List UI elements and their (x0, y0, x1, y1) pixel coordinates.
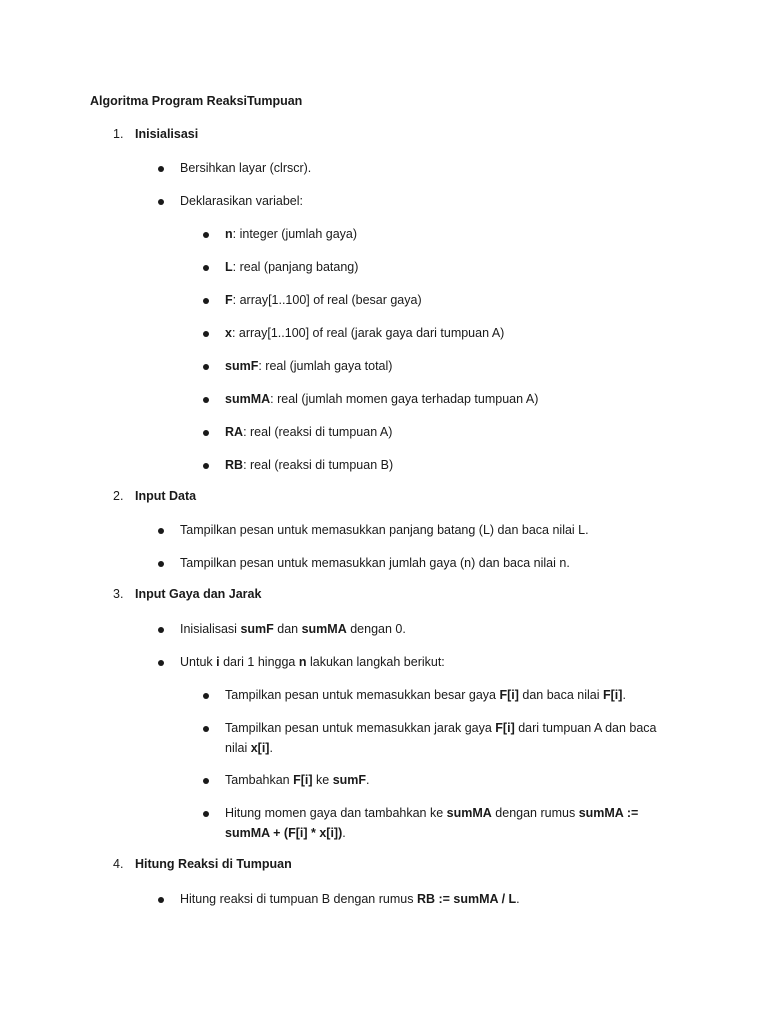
text-segment: ke (312, 773, 333, 787)
bullet-icon (203, 726, 209, 732)
text-segment: lakukan langkah berikut: (306, 655, 445, 669)
text-segment: nilai (225, 741, 251, 755)
variable-name: sumF (225, 359, 259, 373)
sub-list-item-continuation (225, 738, 273, 758)
variable-desc: : real (reaksi di tumpuan B) (243, 458, 394, 472)
variable-desc: : real (jumlah gaya total) (258, 359, 393, 373)
text-segment: dari tumpuan A dan baca (514, 721, 657, 735)
bullet-icon (158, 166, 164, 172)
bullet-icon (203, 778, 209, 784)
variable-desc: : integer (jumlah gaya) (232, 227, 358, 241)
sub-list-item-continuation (225, 823, 346, 843)
variable-item (225, 323, 504, 343)
sub-list-item (225, 718, 657, 738)
text-segment: dan (273, 622, 302, 636)
variable-item (225, 257, 358, 277)
text-segment: Hitung momen gaya dan tambahkan ke (225, 806, 447, 820)
bold-segment: F[i] (499, 688, 519, 702)
text-segment: Tampilkan pesan untuk memasukkan jarak gaya (225, 721, 496, 735)
text-segment: . (622, 688, 626, 702)
section-label: Hitung Reaksi di Tumpuan (135, 857, 292, 871)
bold-segment: sumF (240, 622, 274, 636)
bullet-icon (203, 232, 209, 238)
variable-item (225, 356, 392, 376)
text-segment: Tampilkan pesan untuk memasukkan besar gaya (225, 688, 500, 702)
bold-segment: F[i] (293, 773, 313, 787)
bold-segment: F[i] (495, 721, 515, 735)
variable-desc: : real (jumlah momen gaya terhadap tumpuan A) (270, 392, 539, 406)
variable-name: x (225, 326, 232, 340)
variable-desc: : array[1..100] of real (besar gaya) (232, 293, 422, 307)
variable-name: RA (225, 425, 244, 439)
text-segment: . (342, 826, 346, 840)
variable-item (225, 290, 422, 310)
list-item: Tampilkan pesan untuk memasukkan panjang batang (L) dan baca nilai L. (180, 523, 589, 537)
text-segment: Inisialisasi (180, 622, 241, 636)
bullet-icon (158, 199, 164, 205)
list-item: Tampilkan pesan untuk memasukkan jumlah gaya (n) dan baca nilai n. (180, 556, 570, 570)
text-segment: dan baca nilai (518, 688, 603, 702)
bold-segment: sumMA := (578, 806, 639, 820)
bullet-icon (203, 397, 209, 403)
document-title: Algoritma Program ReaksiTumpuan (90, 94, 303, 108)
section-1-heading (113, 127, 198, 141)
section-number: 4. (113, 857, 124, 871)
list-item: Bersihkan layar (clrscr). (180, 161, 312, 175)
variable-item (225, 422, 392, 442)
text-segment: dari 1 hingga (219, 655, 299, 669)
variable-item (225, 455, 393, 475)
bullet-icon (158, 528, 164, 534)
bullet-icon (158, 897, 164, 903)
section-3-heading (113, 587, 261, 601)
text-segment: . (366, 773, 370, 787)
variable-desc: : real (panjang batang) (232, 260, 359, 274)
section-label: Inisialisasi (135, 127, 199, 141)
bullet-icon (158, 561, 164, 567)
variable-item (225, 224, 357, 244)
bullet-icon (203, 298, 209, 304)
variable-name: RB (225, 458, 244, 472)
bullet-icon (203, 364, 209, 370)
text-segment: dengan rumus (491, 806, 579, 820)
bullet-icon (158, 660, 164, 666)
list-item (180, 619, 406, 639)
variable-name: n (225, 227, 233, 241)
bullet-icon (203, 811, 209, 817)
text-segment: Tambahkan (225, 773, 294, 787)
bullet-icon (203, 693, 209, 699)
section-label: Input Data (135, 489, 197, 503)
text-segment: . (516, 892, 520, 906)
sub-list-item (225, 770, 370, 790)
bullet-icon (158, 627, 164, 633)
bold-segment: sumF (332, 773, 367, 787)
section-number: 1. (113, 127, 124, 141)
bold-segment: x[i] (250, 741, 270, 755)
text-segment: dengan 0. (346, 622, 406, 636)
sub-list-item (225, 803, 638, 823)
bullet-icon (203, 265, 209, 271)
variable-desc: : array[1..100] of real (jarak gaya dari tumpuan A) (231, 326, 505, 340)
section-4-heading (113, 857, 292, 871)
section-number: 2. (113, 489, 124, 503)
bold-segment: i (216, 655, 220, 669)
text-segment: . (269, 741, 273, 755)
variable-name: sumMA (225, 392, 271, 406)
section-label: Input Gaya dan Jarak (135, 587, 262, 601)
variable-item (225, 389, 538, 409)
section-2-heading (113, 489, 196, 503)
bold-segment: sumMA (446, 806, 492, 820)
list-item (180, 652, 445, 672)
text-segment: Untuk (180, 655, 217, 669)
bold-segment: F[i] (603, 688, 623, 702)
bold-segment: sumMA (301, 622, 347, 636)
variable-desc: : real (reaksi di tumpuan A) (243, 425, 393, 439)
bold-segment: sumMA + (F[i] * x[i]) (225, 826, 343, 840)
bullet-icon (203, 430, 209, 436)
bold-segment: n (298, 655, 307, 669)
bold-segment: RB := sumMA / L (416, 892, 517, 906)
variable-name: F (225, 293, 233, 307)
section-number: 3. (113, 587, 124, 601)
list-item (180, 889, 520, 909)
sub-list-item (225, 685, 626, 705)
bullet-icon (203, 463, 209, 469)
text-segment: Hitung reaksi di tumpuan B dengan rumus (180, 892, 417, 906)
list-item: Deklarasikan variabel: (180, 194, 303, 208)
bullet-icon (203, 331, 209, 337)
variable-name: L (225, 260, 233, 274)
